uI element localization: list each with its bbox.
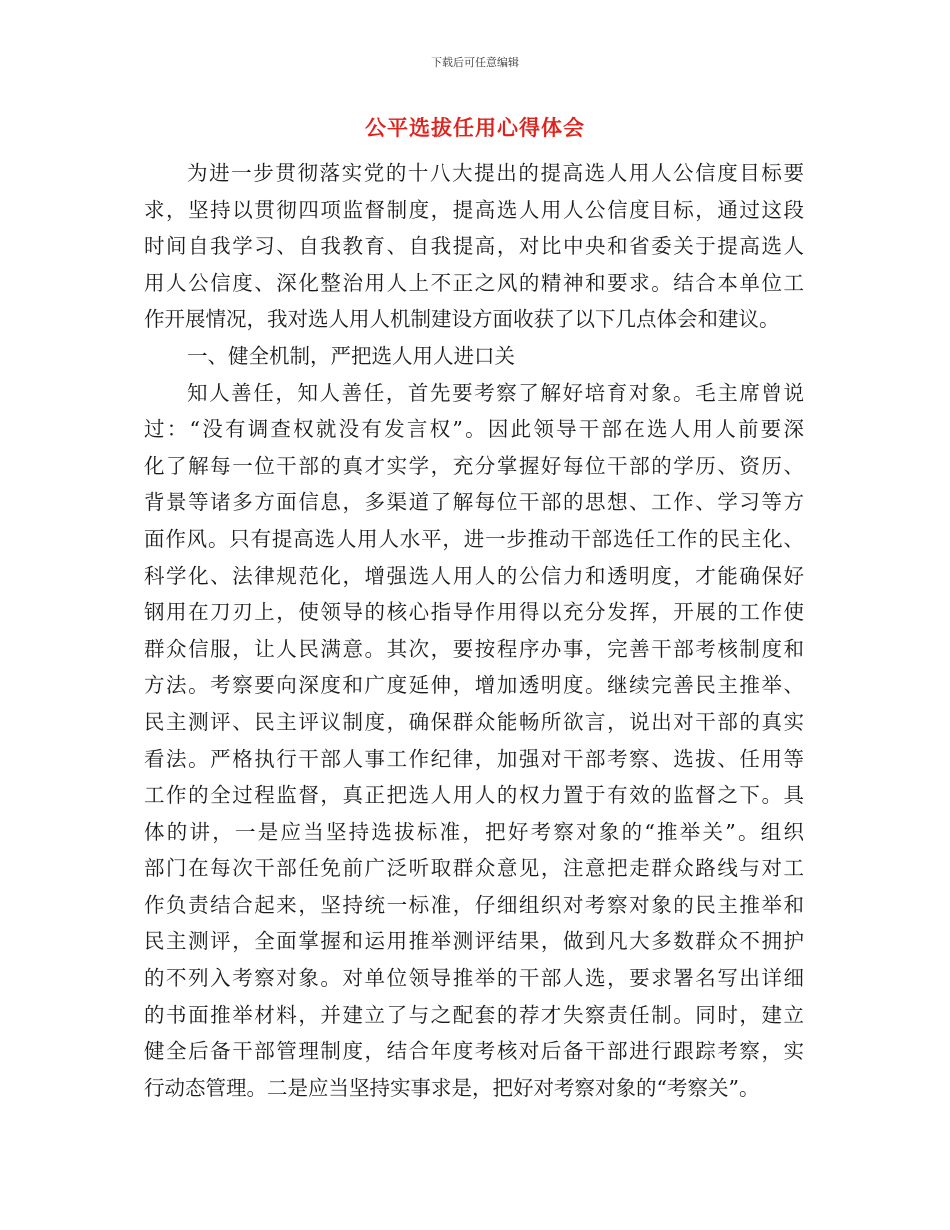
- paragraph-line: 群众信服，让人民满意。其次，要按程序办事，完善干部考核制度和: [144, 636, 804, 661]
- document-title: 公平选拔任用心得体会: [365, 116, 585, 140]
- paragraph-line: 方法。考察要向深度和广度延伸，增加透明度。继续完善民主推举、: [144, 673, 804, 698]
- paragraph-line: 化了解每一位干部的真才实学，充分掌握好每位干部的学历、资历、: [144, 453, 804, 478]
- paragraph-line: 钢用在刀刃上，使领导的核心指导作用得以充分发挥，开展的工作使: [144, 600, 804, 625]
- paragraph-line: 面作风。只有提高选人用人水平，进一步推动干部选任工作的民主化、: [144, 526, 804, 551]
- page-header-note: 下载后可任意编辑: [431, 56, 519, 69]
- paragraph-line: 部门在每次干部任免前广泛听取群众意见，注意把走群众路线与对工: [144, 856, 804, 881]
- paragraph-line: 民主测评，全面掌握和运用推举测评结果，做到凡大多数群众不拥护: [144, 929, 804, 954]
- paragraph-line: 背景等诸多方面信息，多渠道了解每位干部的思想、工作、学习等方: [144, 490, 804, 515]
- paragraph-line: 的不列入考察对象。对单位领导推举的干部人选，要求署名写出详细: [144, 966, 804, 991]
- section-heading: 一、健全机制，严把选人用人进口关: [187, 343, 515, 368]
- paragraph-line: 时间自我学习、自我教育、自我提高，对比中央和省委关于提高选人: [144, 234, 804, 259]
- document-body: [144, 155, 804, 1106]
- paragraph-line: 科学化、法律规范化，增强选人用人的公信力和透明度，才能确保好: [144, 563, 804, 588]
- paragraph-line: 体的讲，一是应当坚持选拔标准，把好考察对象的“推举关”。组织: [144, 819, 804, 844]
- paragraph-line: 健全后备干部管理制度，结合年度考核对后备干部进行跟踪考察，实: [144, 1039, 804, 1064]
- paragraph-line: 看法。严格执行干部人事工作纪律，加强对干部考察、选拔、任用等: [144, 746, 804, 771]
- paragraph-line: 的书面推举材料，并建立了与之配套的荐才失察责任制。同时，建立: [144, 1002, 804, 1027]
- paragraph-line: 工作的全过程监督，真正把选人用人的权力置于有效的监督之下。具: [144, 783, 804, 808]
- paragraph-line: 求，坚持以贯彻四项监督制度，提高选人用人公信度目标，通过这段: [144, 197, 804, 222]
- paragraph-line: 民主测评、民主评议制度，确保群众能畅所欲言，说出对干部的真实: [144, 709, 804, 734]
- paragraph-line: 知人善任，知人善任，首先要考察了解好培育对象。毛主席曾说: [187, 380, 804, 405]
- paragraph-line: 用人公信度、深化整治用人上不正之风的精神和要求。结合本单位工: [144, 270, 804, 295]
- paragraph-line: 行动态管理。二是应当坚持实事求是，把好对考察对象的“考察关”。: [144, 1075, 760, 1100]
- paragraph-line: 过：“没有调查权就没有发言权”。因此领导干部在选人用人前要深: [144, 417, 804, 442]
- paragraph-line: 作负责结合起来，坚持统一标准，仔细组织对考察对象的民主推举和: [144, 892, 804, 917]
- paragraph-line: 为进一步贯彻落实党的十八大提出的提高选人用人公信度目标要: [187, 161, 804, 185]
- paragraph-line: 作开展情况，我对选人用人机制建设方面收获了以下几点体会和建议。: [144, 307, 780, 332]
